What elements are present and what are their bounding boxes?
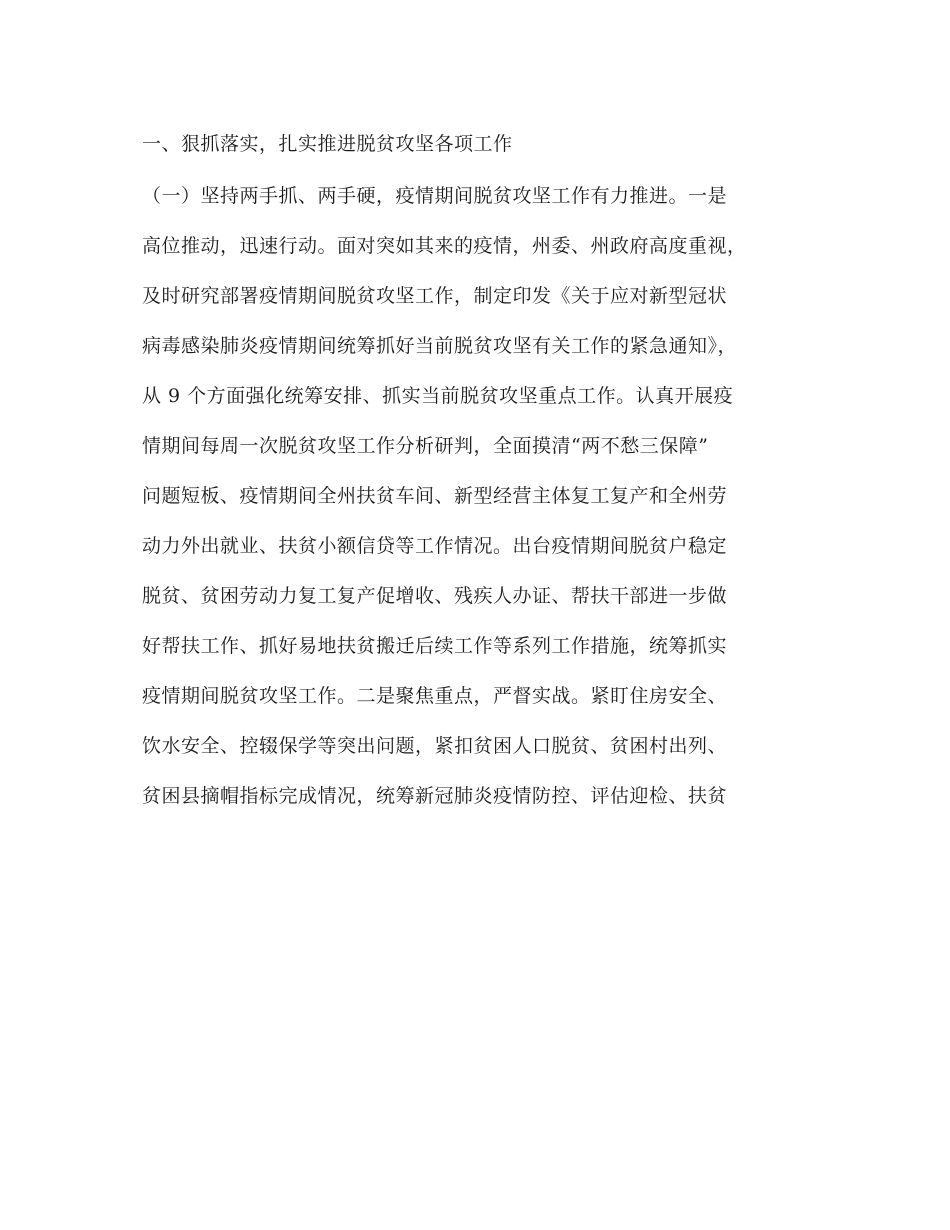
- paragraph-line: （一）坚持两手抓、两手硬，疫情期间脱贫攻坚工作有力推进。一是: [142, 185, 728, 207]
- paragraph-line: 好帮扶工作、抓好易地扶贫搬迁后续工作等系列工作措施，统筹抓实: [142, 635, 728, 657]
- paragraph-line: 高位推动，迅速行动。面对突如其来的疫情，州委、州政府高度重视，: [142, 235, 747, 257]
- paragraph-line: 疫情期间脱贫攻坚工作。二是聚焦重点，严督实战。紧盯住房安全、: [142, 685, 728, 707]
- paragraph-line: 及时研究部署疫情期间脱贫攻坚工作，制定印发《关于应对新型冠状: [142, 285, 728, 307]
- paragraph-line: 情期间每周一次脱贫攻坚工作分析研判，全面摸清“两不愁三保障”: [142, 435, 709, 457]
- section-heading: 一、狠抓落实，扎实推进脱贫攻坚各项工作: [142, 133, 513, 155]
- paragraph-line: 饮水安全、控辍保学等突出问题，紧扣贫困人口脱贫、贫困村出列、: [142, 735, 728, 757]
- paragraph-line: 脱贫、贫困劳动力复工复产促增收、残疾人办证、帮扶干部进一步做: [142, 585, 728, 607]
- body-paragraph: [142, 180, 822, 830]
- paragraph-line: 动力外出就业、扶贫小额信贷等工作情况。出台疫情期间脱贫户稳定: [142, 535, 728, 557]
- document-body: [142, 128, 822, 830]
- paragraph-line: 从 9 个方面强化统筹安排、抓实当前脱贫攻坚重点工作。认真开展疫: [142, 385, 734, 407]
- paragraph-line: 贫困县摘帽指标完成情况，统筹新冠肺炎疫情防控、评估迎检、扶贫: [142, 785, 728, 807]
- paragraph-line: 病毒感染肺炎疫情期间统筹抓好当前脱贫攻坚有关工作的紧急通知》，: [142, 335, 738, 357]
- paragraph-line: 问题短板、疫情期间全州扶贫车间、新型经营主体复工复产和全州劳: [142, 485, 728, 507]
